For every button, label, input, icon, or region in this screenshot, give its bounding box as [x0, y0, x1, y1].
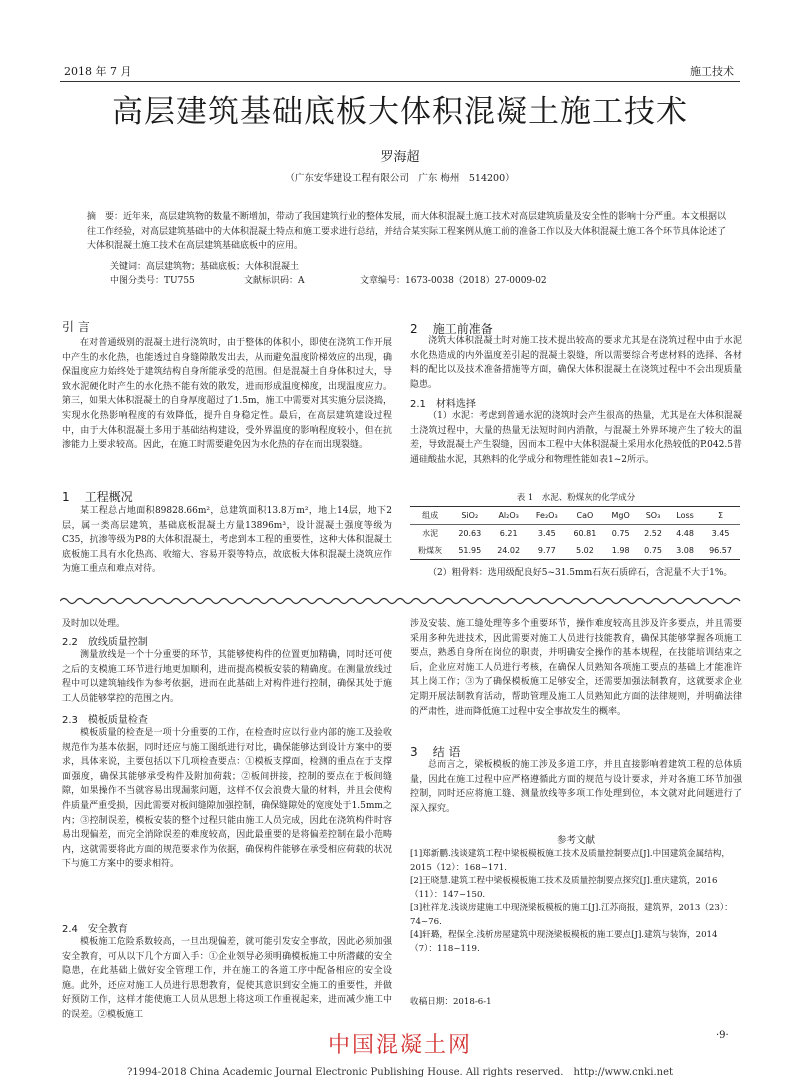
- section3-text: 总而言之，梁板模板的施工涉及多道工序，并且直接影响着建筑工程的总体质量，因此在施工过程中应严格遵循此方面的规范与设计要求，并对各施工环节加强控制，同时还应将施工缝、测量放线等多项工作处理到位，本文就对此问题进行了深入探究。: [410, 760, 742, 814]
- section2-2-title: 2.2 放线质量控制: [62, 637, 148, 648]
- section2-1-aggregate: （2）粗骨料：选用级配良好5~31.5mm石灰石质碎石，含泥量不大于1%。: [428, 568, 733, 578]
- table1-cell: 水泥: [410, 525, 450, 543]
- table1-row: [410, 542, 740, 560]
- table1-header-cell: Fe₂O₃: [528, 507, 565, 525]
- table1-header-cell: SiO₂: [450, 507, 489, 525]
- table1-cell: 3.45: [528, 525, 565, 543]
- table1-cell: 3.45: [701, 525, 740, 543]
- page-separator-wave: [60, 596, 742, 606]
- table1-cell: 5.02: [565, 542, 604, 560]
- issue-date: 2018 年 7 月: [64, 65, 132, 78]
- section1-heading: [62, 486, 392, 505]
- table1-cell: 60.81: [565, 525, 604, 543]
- section2-title: 施工前准备: [432, 322, 493, 336]
- table1-header-cell: SO₃: [637, 507, 669, 525]
- table1-header-cell: Loss: [669, 507, 701, 525]
- table1-cell: 粉煤灰: [410, 542, 450, 560]
- table1-cell: 3.08: [669, 542, 701, 560]
- table1-cell: 4.48: [669, 525, 701, 543]
- table1-cell: 0.75: [637, 542, 669, 560]
- table1-header-row: [410, 507, 740, 525]
- affiliation: （广东安华建设工程有限公司 广东 梅州 514200）: [285, 173, 515, 184]
- intro-text: 在对普通级别的混凝土进行浇筑时，由于整体的体积小，即使在浇筑工作开展中产生的水化热，也能透过自身缝隙散发出去，从而避免温度阶梯效应的出现，确保温度应力始终处于建筑结构自身所能承受的范围。但是混凝土自身体积过大，导致水泥硬化时产生的水化热不能有效的散发，进而形成温度梯度，出现温度应力。第三，如果大体积混凝土的自身厚度超过了1.5m，施工中需要对其实施分层浇捣，实现水化热影响程度的有效降低，提升自身稳定性。最后，在高层建筑建设过程中，由于大体积混凝土多用于基础结构建设，受外界温度的影响程度较小，但在抗渗能力上要求较高。因此，在施工时需要避免因为水化热的存在而出现裂缝。: [62, 338, 392, 451]
- abstract: 摘 要：近年来，高层建筑物的数量不断增加，带动了我国建筑行业的整体发展，而大体积混凝土施工技术对高层建筑质量及安全性的影响十分严重。本文根据以往工作经验，对高层建筑基础中的大体积混凝土特点和施工要求进行总结，并结合某实际工程案例从施工前的准备工作以及大体积混凝土施工各个环节具体论述了大体积混凝土施工技术在高层建筑基础底板中的应用。: [87, 212, 727, 251]
- section2-2-text: 测量放线是一个十分重要的环节，其能够使构件的位置更加精确，同时还可使之后的支模施工环节进行地更加顺利，进而提高模板安装的精确度。在测量放线过程中可以建筑轴线作为参考依据，进而在此基础上对构件进行控制，确保其处于施工人员能够掌控的范围之内。: [62, 650, 392, 704]
- header-rule: [60, 81, 740, 82]
- section2-number: 2: [410, 322, 418, 336]
- table1-cell: 2.52: [637, 525, 669, 543]
- table1-cell: 96.57: [701, 542, 740, 560]
- section2-3-text: 模板质量的检查是一项十分重要的工作，在检查时应以行业内部的施工及验收规范作为基本依据，同时还应与施工图纸进行对比，确保能够达到设计方案中的要求，具体来说，主要包括以下几项检查要点：①模板支撑面，检测的重点在于支撑面强度，确保其能够承受构件及附加荷载；②板间拼接，控制的要点在于板间缝隙，如果操作不当就容易出现漏浆问题，这样不仅会浪费大量的材料，并且会使构件质量严重受损，因此需要对板间缝隙加强控制，确保缝隙处的宽度处于1.5mm之内；③控制误差，模板安装的整个过程只能由施工人员完成，因此在浇筑构件时容易出现偏差，而完全消除误差的难度较高，因此最重要的是将偏差控制在最小范畴内，这就需要将此方面的规范要求作为依据，确保构件能够在承受相应荷载的状况下与施工方案中的要求相符。: [62, 728, 392, 870]
- section3-title: 结 语: [432, 745, 461, 759]
- continued-text: 及时加以处理。: [62, 619, 126, 629]
- table1-cell: 20.63: [450, 525, 489, 543]
- reference-item: [1]郑新鹏.浅谈建筑工程中梁板模板施工技术及质量控制要点[J].中国建筑金属结构，2015（12）：168~171.: [410, 849, 730, 873]
- reference-item: [4]轩璐，程保全.浅析房屋建筑中现浇梁板模板的施工要点[J].建筑与装饰，2014（7）：118~119.: [410, 930, 718, 954]
- table1-header-cell: MgO: [604, 507, 637, 525]
- section1-text: 某工程总占地面积89828.66m²，总建筑面积13.8万m²，地上14层，地下2层，属一类高层建筑，基础底板混凝土方量13896m³，设计混凝土强度等级为C35，抗渗等级为P8的大体积混凝土，考虑到本工程的重要性，这种大体积混凝土底板施工具有水化热高、收缩大、容易开裂等特点，故底板大体积混凝土浇筑应作为施工重点和难点对待。: [62, 506, 392, 575]
- section2-text: 浇筑大体积混凝土时对施工技术提出较高的要求尤其是在浇筑过程中由于水泥水化热造成的内外温度差引起的混凝土裂缝，所以需要综合考虑材料的选择、各材料的配比以及技术准备措施等方面，确保大体积混凝土在浇筑过程中不会出现质量隐患。: [410, 336, 742, 390]
- document-code: 文献标识码：A: [244, 276, 305, 286]
- references-title: 参考文献: [556, 835, 595, 846]
- section2-1-text: （1）水泥：考虑到普通水泥的浇筑时会产生很高的热量，尤其是在大体积混凝土浇筑过程中，大量的热量无法短时间内消散，与混凝土外界环境产生了较大的温差，导致混凝土产生裂缝，因而本工程中大体积混凝土采用水化热较低的P.042.5普通硅酸盐水泥，其熟料的化学成分和物理性能如表1~2所示。: [410, 411, 742, 465]
- section1-title: 工程概况: [84, 490, 133, 504]
- table1-cell: 6.21: [489, 525, 528, 543]
- section2-4-title: 2.4 安全教育: [62, 924, 128, 935]
- journal-section: 施工技术: [690, 65, 734, 78]
- section2-4-continued: 涉及安装、施工缝处理等多个重要环节，操作难度较高且涉及许多要点，并且需要采用多种先进技术，因此需要对施工人员进行技能教育，确保其能够掌握各项施工要点，熟悉自身所在岗位的职责，并明确安全操作的基本规程，在技能培训结束之后，企业应对施工人员进行考核，在确保人员熟知各项施工要点的基础上才能准许其上岗工作；③为了确保模板施工足够安全，还需要加强法制教育，这就要求企业定期开展法制教育活动，帮助管理及施工人员熟知此方面的法律规则，并明确法律的严肃性，进而降低施工过程中安全事故发生的概率。: [410, 619, 742, 717]
- table1-cell: 9.77: [528, 542, 565, 560]
- table1-cell: 51.95: [450, 542, 489, 560]
- paper-title: 高层建筑基础底板大体积混凝土施工技术: [112, 94, 688, 130]
- received-date: 收稿日期：2018-6-1: [410, 997, 492, 1007]
- intro-heading: 引 言: [62, 320, 90, 334]
- section2-4-text: 模板施工危险系数较高，一旦出现偏差，就可能引发安全事故，因此必须加强安全教育，可从以下几个方面入手：①企业领导必须明确模板施工中所潜藏的安全隐患，在此基础上做好安全管理工作，并在施工的各道工序中配备相应的安全设施。此外，还应对施工人员进行思想教育，促使其意识到安全施工的重要性，并做好预防工作，这样才能使施工人员从思想上将这项工作重视起来，进而减少施工中的误差。②模板施工: [62, 937, 392, 1020]
- section3-number: 3: [410, 745, 418, 759]
- table1-header-cell: Σ: [701, 507, 740, 525]
- table1-header-cell: 组成: [410, 507, 450, 525]
- article-number: 文章编号：1673-0038（2018）27-0009-02: [360, 276, 547, 286]
- table1-cell: 24.02: [489, 542, 528, 560]
- section2-1-title: 2.1 材料选择: [410, 399, 476, 410]
- table1: [410, 506, 740, 560]
- table1-cell: 1.98: [604, 542, 637, 560]
- site-logo: 中国混凝土网: [327, 1033, 472, 1058]
- section2-3-title: 2.3 模板质量检查: [62, 715, 148, 726]
- table1-header-cell: CaO: [565, 507, 604, 525]
- references-list: [410, 848, 742, 956]
- table1-row: [410, 525, 740, 543]
- keywords: 关键词：高层建筑物；基础底板；大体积混凝土: [110, 262, 300, 272]
- table1-cell: 0.75: [604, 525, 637, 543]
- reference-item: [2]王晓慧.建筑工程中梁板模板施工技术及质量控制要点探究[J].重庆建筑，2016（11）：147~150.: [410, 876, 718, 900]
- copyright-line: ?1994-2018 China Academic Journal Electronic Publishing House. All rights reserved. http://www.cnki.net: [126, 1067, 673, 1078]
- table1-caption: 表 1 水泥、粉煤灰的化学成分: [516, 493, 636, 503]
- section1-number: 1: [62, 490, 70, 504]
- author: 罗海超: [380, 150, 420, 165]
- page-number: ·9·: [716, 1030, 729, 1041]
- table1-header-cell: Al₂O₃: [489, 507, 528, 525]
- reference-item: [3]杜祥龙.浅谈房建施工中现浇梁板模板的施工[J].江苏商报，建筑界，2013（23）：74~76.: [410, 903, 733, 927]
- clc-number: 中图分类号：TU755: [110, 276, 195, 286]
